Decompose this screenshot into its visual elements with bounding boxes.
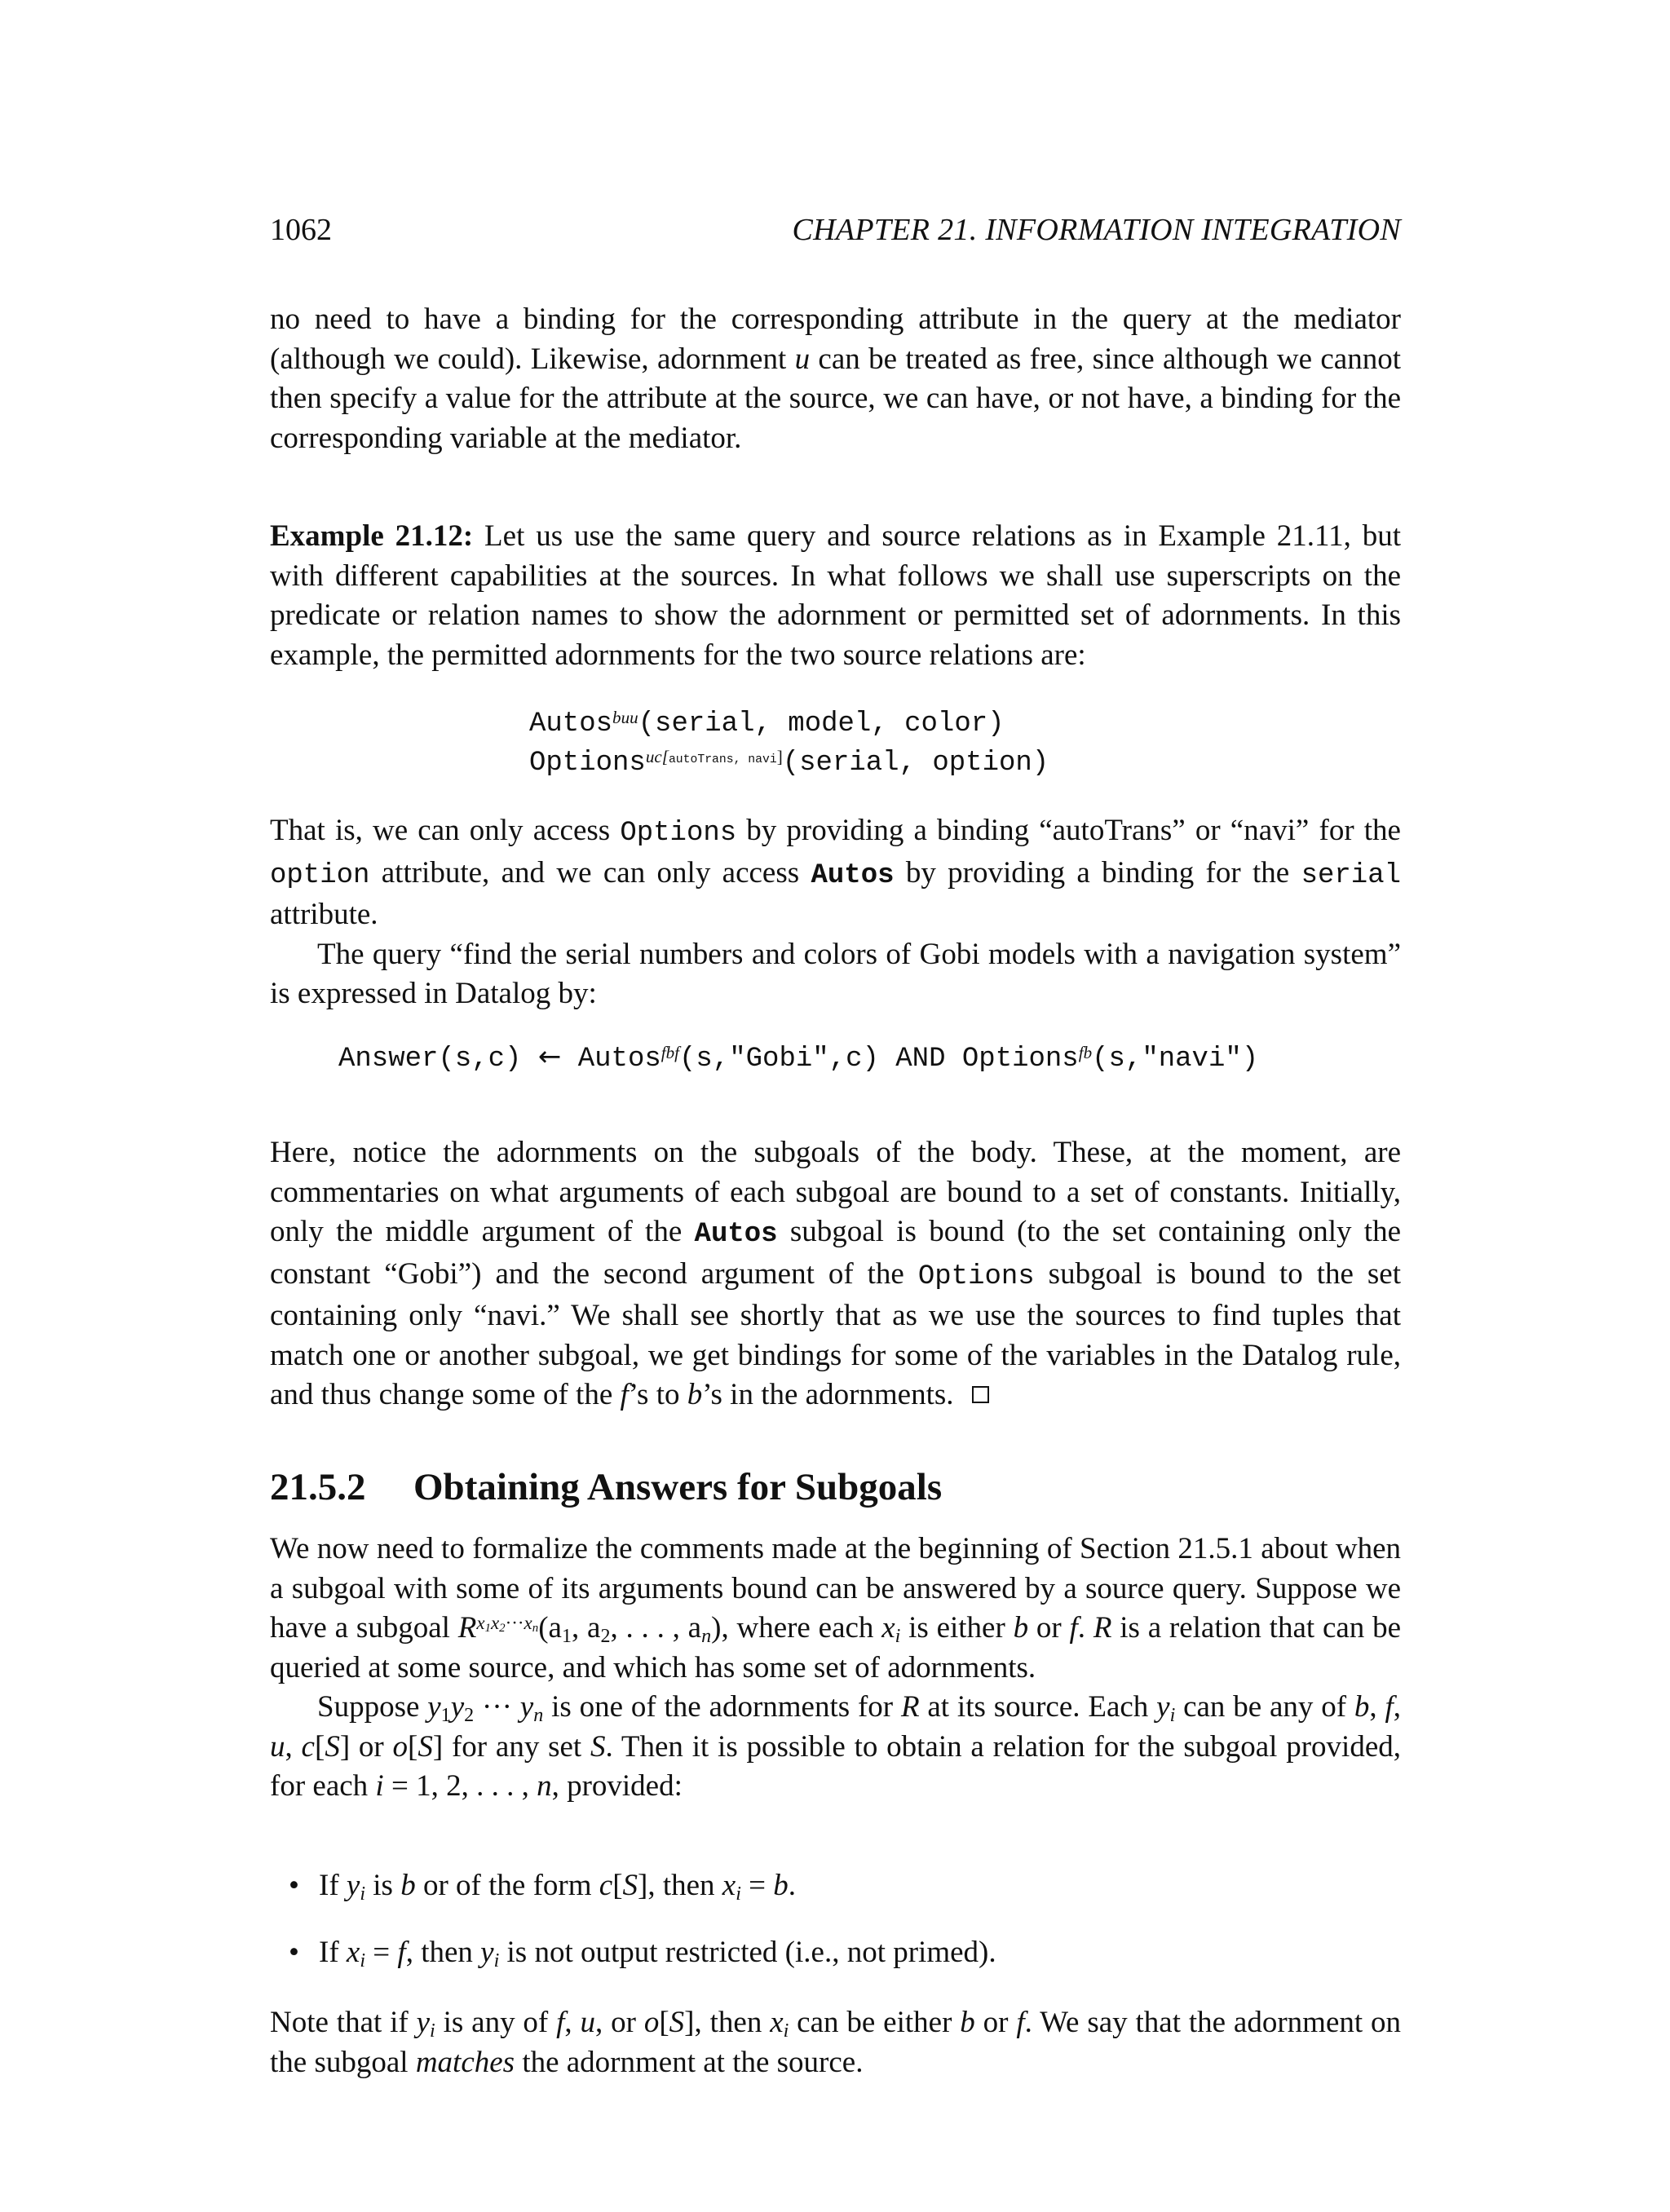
example-paragraph: Example 21.12: Let us use the same query and source relations as in Example 21.11, but with different capabilities at the sources. In what follows we shall use superscripts on the predicate or relation names to show the adornment or permitted set of adornments. In this example, the permitted adornments for the two source relations are: — [270, 519, 1401, 672]
section-number: 21.5.2 — [270, 1466, 366, 1508]
bullet-icon: • — [289, 1935, 299, 1969]
section-title: Obtaining Answers for Subgoals — [413, 1466, 943, 1508]
section-body — [270, 1530, 1401, 1807]
example-label: Example 21.12: — [270, 519, 474, 553]
paragraph-query: The query “find the serial numbers and colors of Gobi models with a navigation system” is expressed in Datalog by: — [270, 937, 1401, 1010]
list-item: • If $x_i = f$, then $y_i$ is not output restricted (i.e., not primed). — [270, 1933, 1401, 1973]
source-relations-display — [529, 704, 1660, 783]
autos-relation: Autos$^{buu}$(serial, model, color) — [529, 707, 1005, 740]
paragraph-continuation: no need to have a binding for the corresponding attribute in the query at the mediator (although we could). Likewise, adornment u can be treated as free, since although we cannot then specify a value for the attribute at the source, we can have, or not have, a binding for the corresponding variable at the mediator. — [270, 302, 1401, 455]
page-number: 1062 — [270, 213, 332, 247]
end-of-example-icon — [972, 1386, 989, 1403]
list-item: • If $y_i$ is b or of the form c[S], then $x_i = b$. — [270, 1866, 1401, 1906]
section-heading — [270, 1463, 1401, 1512]
paragraph-formalize: We now need to formalize the comments made at the beginning of Section 21.5.1 about when a subgoal with some of its arguments bound can be answered by a source query. Suppose we have a subgoal $R^{x_1x_2\cdot\cdot\cdot x_n}(a_1$, $a_2$, . . . , $a_n$), where each $x_i$ is either b or f. R is a relation that can be queried at some source, and which has some set of adornments. — [270, 1532, 1402, 1684]
document-page — [270, 0, 1401, 2212]
options-relation: Options$^{uc[autoTrans, navi]}$(serial, option) — [529, 746, 1049, 779]
paragraph-access: That is, we can only access Options by providing a binding “autoTrans” or “navi” for the option attribute, and we can only access Autos by providing a binding for the serial attribute. The query “find the serial numbers and colors of Gobi models with a navigation system” is expressed in Datalog by: — [270, 811, 1401, 1014]
datalog-rule-display: Answer(s,c) ← Autos$^{fbf}$(s,"Gobi",c) AND Options$^{fb}$(s,"navi") — [338, 1040, 1259, 1075]
paragraph-suppose: Suppose $y_1y_2$ ··· $y_n$ is one of the adornments for R at its source. Each $y_i$ can be any of b, f, u, c[S] or o[S] for any set S. Then it is possible to obtain a relation for the subgoal provided, for each i = 1, 2, . . . , n, provided: — [270, 1690, 1402, 1803]
page-header — [270, 205, 1401, 254]
bullet-icon: • — [289, 1869, 299, 1902]
running-head: CHAPTER 21. INFORMATION INTEGRATION — [792, 213, 1401, 247]
paragraph-note: Note that if $y_i$ is any of f, u, or o[S], then $x_i$ can be either b or f. We say that the adornment on the subgoal matches the adornment at the source. — [270, 2006, 1402, 2079]
paragraph-adornments: Here, notice the adornments on the subgoals of the body. These, at the moment, are commentaries on what arguments of each subgoal are bound to a set of constants. Initially, only the middle argument of the Autos subgoal is bound (to the set containing only the constant “Gobi”) and the second argument of the Options subgoal is bound to the set containing only “navi.” We shall see shortly that as we use the sources to find tuples that match one or another subgoal, we get bindings for some of the variables in the Datalog rule, and thus change some of the f’s to b’s in the adornments. — [270, 1136, 1401, 1411]
conditions-list — [270, 1866, 1401, 1972]
